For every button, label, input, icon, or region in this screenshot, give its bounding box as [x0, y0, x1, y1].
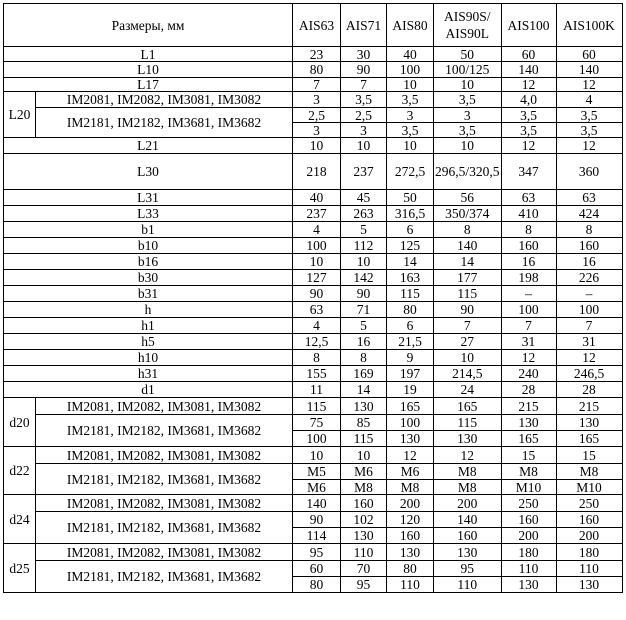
value-cell: 23	[293, 47, 341, 62]
dimension-label: L31	[4, 190, 293, 206]
value-cell: 12	[501, 350, 556, 366]
mounting-variant-label: IM2181, IM2182, IM3681, IM3682	[36, 512, 293, 544]
value-cell: 10	[434, 78, 502, 92]
value-cell: 75	[293, 415, 341, 431]
group-label: L20	[4, 92, 36, 138]
mounting-variant-label: IM2181, IM2182, IM3681, IM3682	[36, 464, 293, 495]
value-cell: 165	[434, 398, 502, 415]
mounting-variant-label: IM2181, IM2182, IM3681, IM3682	[36, 108, 293, 138]
value-cell: 90	[293, 512, 341, 528]
value-cell: 165	[501, 431, 556, 447]
value-cell: 140	[434, 512, 502, 528]
value-cell: 5	[341, 318, 387, 334]
value-cell: 14	[387, 254, 434, 270]
value-cell: M10	[556, 480, 622, 495]
value-cell: 16	[501, 254, 556, 270]
value-cell: 12	[556, 78, 622, 92]
dimension-label: h5	[4, 334, 293, 350]
value-cell: 28	[556, 382, 622, 398]
value-cell: 10	[293, 254, 341, 270]
value-cell: 246,5	[556, 366, 622, 382]
value-cell: 7	[341, 78, 387, 92]
value-cell: 3,5	[556, 108, 622, 123]
value-cell: 130	[387, 431, 434, 447]
table-row	[4, 544, 623, 561]
table-row	[4, 138, 623, 154]
value-cell: 2,5	[293, 108, 341, 123]
value-cell: 130	[434, 431, 502, 447]
value-cell: 160	[434, 528, 502, 544]
value-cell: 3,5	[501, 108, 556, 123]
value-cell: 9	[387, 350, 434, 366]
value-cell: M6	[293, 480, 341, 495]
value-cell: 100	[293, 238, 341, 254]
value-cell: 160	[501, 238, 556, 254]
value-cell: 197	[387, 366, 434, 382]
value-cell: 80	[293, 577, 341, 593]
value-cell: 12	[387, 447, 434, 464]
value-cell: 3,5	[501, 123, 556, 138]
value-cell: 12	[556, 138, 622, 154]
header-model: AIS80	[387, 4, 434, 47]
value-cell: 130	[434, 544, 502, 561]
value-cell: 8	[556, 222, 622, 238]
value-cell: 3,5	[556, 123, 622, 138]
dimension-label: L21	[4, 138, 293, 154]
dimension-label: L10	[4, 62, 293, 78]
value-cell: 3,5	[434, 123, 502, 138]
value-cell: 10	[341, 138, 387, 154]
dimension-label: b1	[4, 222, 293, 238]
value-cell: 12	[501, 138, 556, 154]
mounting-variant-label: IM2081, IM2082, IM3081, IM3082	[36, 544, 293, 561]
value-cell: 115	[387, 286, 434, 302]
group-label: d25	[4, 544, 36, 593]
value-cell: 198	[501, 270, 556, 286]
value-cell: M10	[501, 480, 556, 495]
table-row	[4, 495, 623, 512]
value-cell: 95	[341, 577, 387, 593]
value-cell: 316,5	[387, 206, 434, 222]
value-cell: 95	[293, 544, 341, 561]
value-cell: 24	[434, 382, 502, 398]
value-cell: 296,5/320,5	[434, 154, 502, 190]
value-cell: M5	[293, 464, 341, 480]
value-cell: 3	[341, 123, 387, 138]
table-row	[4, 398, 623, 415]
dimension-label: L17	[4, 78, 293, 92]
value-cell: 140	[501, 62, 556, 78]
value-cell: 63	[293, 302, 341, 318]
dimension-label: h31	[4, 366, 293, 382]
value-cell: 7	[293, 78, 341, 92]
value-cell: 100	[293, 431, 341, 447]
value-cell: 95	[434, 561, 502, 577]
value-cell: 21,5	[387, 334, 434, 350]
dimension-label: h1	[4, 318, 293, 334]
value-cell: 7	[501, 318, 556, 334]
value-cell: 115	[434, 286, 502, 302]
value-cell: 110	[341, 544, 387, 561]
value-cell: 10	[341, 254, 387, 270]
table-row	[4, 238, 623, 254]
value-cell: 3	[293, 123, 341, 138]
value-cell: M8	[501, 464, 556, 480]
table-row	[4, 561, 623, 577]
header-model: AIS100	[501, 4, 556, 47]
mounting-variant-label: IM2081, IM2082, IM3081, IM3082	[36, 92, 293, 108]
value-cell: 3,5	[387, 123, 434, 138]
value-cell: 100	[387, 415, 434, 431]
value-cell: 19	[387, 382, 434, 398]
dimension-label: b10	[4, 238, 293, 254]
value-cell: 163	[387, 270, 434, 286]
value-cell: 60	[501, 47, 556, 62]
group-label: d22	[4, 447, 36, 495]
value-cell: 160	[556, 238, 622, 254]
value-cell: 263	[341, 206, 387, 222]
value-cell: 350/374	[434, 206, 502, 222]
table-row	[4, 47, 623, 62]
value-cell: 410	[501, 206, 556, 222]
value-cell: 100	[501, 302, 556, 318]
group-label: d24	[4, 495, 36, 544]
value-cell: 130	[556, 415, 622, 431]
value-cell: –	[501, 286, 556, 302]
dimension-label: b31	[4, 286, 293, 302]
value-cell: 250	[501, 495, 556, 512]
group-label: d20	[4, 398, 36, 447]
value-cell: 218	[293, 154, 341, 190]
value-cell: 3,5	[387, 92, 434, 108]
mounting-variant-label: IM2081, IM2082, IM3081, IM3082	[36, 398, 293, 415]
value-cell: 360	[556, 154, 622, 190]
header-dimensions-label: Размеры, мм	[4, 4, 293, 47]
value-cell: 10	[434, 138, 502, 154]
dimension-label: b30	[4, 270, 293, 286]
value-cell: 10	[293, 138, 341, 154]
value-cell: 102	[341, 512, 387, 528]
value-cell: 226	[556, 270, 622, 286]
value-cell: 40	[387, 47, 434, 62]
value-cell: 100/125	[434, 62, 502, 78]
value-cell: 130	[501, 577, 556, 593]
table-row	[4, 366, 623, 382]
value-cell: 200	[501, 528, 556, 544]
value-cell: 3	[387, 108, 434, 123]
value-cell: 240	[501, 366, 556, 382]
value-cell: M6	[341, 464, 387, 480]
value-cell: 114	[293, 528, 341, 544]
header-model: AIS90S/ AIS90L	[434, 4, 502, 47]
table-row	[4, 92, 623, 108]
value-cell: 45	[341, 190, 387, 206]
value-cell: 125	[387, 238, 434, 254]
value-cell: 27	[434, 334, 502, 350]
value-cell: 130	[387, 544, 434, 561]
value-cell: 12	[434, 447, 502, 464]
header-model: AIS71	[341, 4, 387, 47]
table-row	[4, 270, 623, 286]
value-cell: 100	[556, 302, 622, 318]
value-cell: 215	[501, 398, 556, 415]
value-cell: 31	[501, 334, 556, 350]
table-row	[4, 447, 623, 464]
value-cell: 237	[341, 154, 387, 190]
value-cell: 80	[293, 62, 341, 78]
value-cell: 80	[387, 561, 434, 577]
value-cell: M6	[387, 464, 434, 480]
value-cell: 180	[556, 544, 622, 561]
table-row	[4, 286, 623, 302]
value-cell: 160	[341, 495, 387, 512]
value-cell: 165	[556, 431, 622, 447]
value-cell: 50	[387, 190, 434, 206]
value-cell: 130	[341, 398, 387, 415]
value-cell: 169	[341, 366, 387, 382]
value-cell: 10	[341, 447, 387, 464]
value-cell: 6	[387, 222, 434, 238]
value-cell: 200	[556, 528, 622, 544]
value-cell: 140	[556, 62, 622, 78]
dimension-label: b16	[4, 254, 293, 270]
dimension-label: d1	[4, 382, 293, 398]
value-cell: 2,5	[341, 108, 387, 123]
value-cell: 214,5	[434, 366, 502, 382]
value-cell: 250	[556, 495, 622, 512]
mounting-variant-label: IM2181, IM2182, IM3681, IM3682	[36, 415, 293, 447]
value-cell: 7	[556, 318, 622, 334]
value-cell: 110	[501, 561, 556, 577]
value-cell: 90	[293, 286, 341, 302]
value-cell: 60	[293, 561, 341, 577]
value-cell: 177	[434, 270, 502, 286]
table-row	[4, 464, 623, 480]
table-row	[4, 206, 623, 222]
value-cell: 140	[434, 238, 502, 254]
value-cell: 30	[341, 47, 387, 62]
value-cell: 11	[293, 382, 341, 398]
value-cell: 8	[341, 350, 387, 366]
value-cell: 90	[434, 302, 502, 318]
table-row	[4, 512, 623, 528]
value-cell: 63	[501, 190, 556, 206]
table-row	[4, 350, 623, 366]
value-cell: 50	[434, 47, 502, 62]
value-cell: 16	[341, 334, 387, 350]
table-row	[4, 334, 623, 350]
value-cell: 142	[341, 270, 387, 286]
value-cell: 237	[293, 206, 341, 222]
value-cell: 40	[293, 190, 341, 206]
mounting-variant-label: IM2181, IM2182, IM3681, IM3682	[36, 561, 293, 593]
value-cell: M8	[341, 480, 387, 495]
value-cell: 7	[434, 318, 502, 334]
value-cell: 3,5	[434, 92, 502, 108]
value-cell: 4,0	[501, 92, 556, 108]
value-cell: 12	[501, 78, 556, 92]
value-cell: 180	[501, 544, 556, 561]
value-cell: 15	[556, 447, 622, 464]
value-cell: 160	[387, 528, 434, 544]
table-row	[4, 154, 623, 190]
header-row	[4, 4, 623, 47]
dimension-label: L1	[4, 47, 293, 62]
header-model: AIS100K	[556, 4, 622, 47]
value-cell: 8	[434, 222, 502, 238]
mounting-variant-label: IM2081, IM2082, IM3081, IM3082	[36, 495, 293, 512]
value-cell: 85	[341, 415, 387, 431]
value-cell: 28	[501, 382, 556, 398]
value-cell: 215	[556, 398, 622, 415]
value-cell: 115	[434, 415, 502, 431]
value-cell: 120	[387, 512, 434, 528]
value-cell: 110	[556, 561, 622, 577]
value-cell: 3	[434, 108, 502, 123]
value-cell: 14	[434, 254, 502, 270]
value-cell: 16	[556, 254, 622, 270]
value-cell: 127	[293, 270, 341, 286]
value-cell: M8	[434, 480, 502, 495]
value-cell: 110	[387, 577, 434, 593]
value-cell: 115	[341, 431, 387, 447]
value-cell: 4	[556, 92, 622, 108]
value-cell: 10	[293, 447, 341, 464]
value-cell: 3,5	[341, 92, 387, 108]
table-row	[4, 62, 623, 78]
value-cell: 130	[341, 528, 387, 544]
value-cell: 424	[556, 206, 622, 222]
value-cell: 5	[341, 222, 387, 238]
value-cell: 63	[556, 190, 622, 206]
value-cell: 31	[556, 334, 622, 350]
value-cell: 155	[293, 366, 341, 382]
dimension-label: h	[4, 302, 293, 318]
value-cell: 112	[341, 238, 387, 254]
value-cell: 10	[387, 138, 434, 154]
value-cell: 10	[434, 350, 502, 366]
table-row	[4, 190, 623, 206]
value-cell: 71	[341, 302, 387, 318]
value-cell: 140	[293, 495, 341, 512]
value-cell: 14	[341, 382, 387, 398]
dimensions-table	[3, 3, 623, 593]
value-cell: 160	[556, 512, 622, 528]
table-row	[4, 382, 623, 398]
value-cell: 272,5	[387, 154, 434, 190]
table-row	[4, 78, 623, 92]
value-cell: 4	[293, 222, 341, 238]
value-cell: M8	[556, 464, 622, 480]
header-model: AIS63	[293, 4, 341, 47]
value-cell: 200	[387, 495, 434, 512]
value-cell: 165	[387, 398, 434, 415]
dimension-label: L33	[4, 206, 293, 222]
value-cell: 90	[341, 286, 387, 302]
value-cell: 8	[501, 222, 556, 238]
value-cell: 347	[501, 154, 556, 190]
value-cell: 100	[387, 62, 434, 78]
table-row	[4, 254, 623, 270]
value-cell: 4	[293, 318, 341, 334]
dimension-label: L30	[4, 154, 293, 190]
table-row	[4, 302, 623, 318]
value-cell: 80	[387, 302, 434, 318]
value-cell: 200	[434, 495, 502, 512]
value-cell: 8	[293, 350, 341, 366]
value-cell: 12	[556, 350, 622, 366]
value-cell: 6	[387, 318, 434, 334]
mounting-variant-label: IM2081, IM2082, IM3081, IM3082	[36, 447, 293, 464]
value-cell: 15	[501, 447, 556, 464]
value-cell: 70	[341, 561, 387, 577]
table-row	[4, 415, 623, 431]
value-cell: 160	[501, 512, 556, 528]
table-row	[4, 222, 623, 238]
value-cell: 130	[556, 577, 622, 593]
value-cell: M8	[434, 464, 502, 480]
value-cell: 56	[434, 190, 502, 206]
value-cell: –	[556, 286, 622, 302]
value-cell: 12,5	[293, 334, 341, 350]
value-cell: 60	[556, 47, 622, 62]
dimension-label: h10	[4, 350, 293, 366]
table-row	[4, 318, 623, 334]
table-row	[4, 108, 623, 123]
value-cell: 3	[293, 92, 341, 108]
value-cell: 130	[501, 415, 556, 431]
value-cell: 10	[387, 78, 434, 92]
value-cell: 90	[341, 62, 387, 78]
value-cell: 115	[293, 398, 341, 415]
value-cell: M8	[387, 480, 434, 495]
value-cell: 110	[434, 577, 502, 593]
